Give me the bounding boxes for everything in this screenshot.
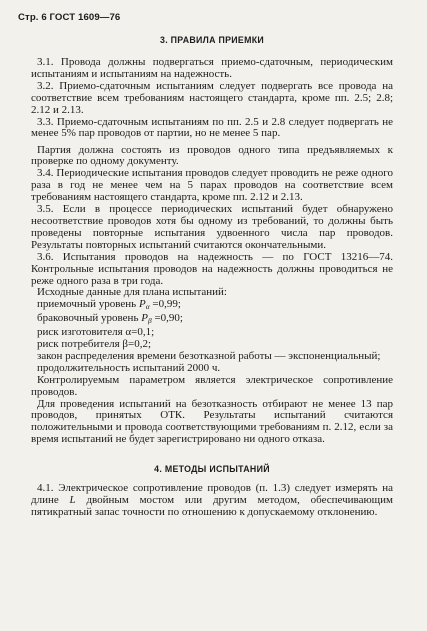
rejection-level-symbol: P (141, 312, 148, 325)
clause-3-5: 3.5. Если в процессе периодических испытаний будет обнаружено несоответствие проводов хотя бы одному из требований, то должны быть проведены повторные испытания удвоенного числа пар проводов. Результаты повторных испытаний считаются окончательными. (31, 203, 393, 251)
rejection-level-label: браковочный уровень (37, 312, 142, 325)
clause-3-4: 3.4. Периодические испытания проводов следует проводить не реже одного раза в год не менее чем на 5 парах проводов на соответствие всем требованиям настоящего стандарта, кроме пп. 2.12 и 2.13. (31, 167, 393, 204)
clause-3-6: 3.6. Испытания проводов на надежность — по ГОСТ 13216—74. Контрольные испытания проводов на надежность должны проводиться не реже одного раза в три года. (31, 250, 393, 287)
consumer-risk: риск потребителя β=0,2; (37, 338, 152, 351)
reliability-sampling: Для проведения испытаний на безотказность отбирают не менее 13 пар проводов, принятых ОТК. Результаты испытаний считаются положительными и провода соответствующими требованиям п. 2.12, если за время испытаний не будет зарегистрировано ни одного отказа. (31, 397, 393, 446)
test-duration: продолжительность испытаний 2000 ч. (37, 361, 221, 374)
clause-3-1: 3.1. Провода должны подвергаться приемо-сдаточным, периодическим испытаниям и испытаниям на надежность. (31, 56, 393, 80)
clause-party: Партия должна состоять из проводов одного типа предъявляемых к проверке по одному документу. (31, 143, 393, 168)
clause-4-1 (31, 483, 393, 519)
rejection-level-value: =0,90; (151, 312, 183, 325)
section-title-test-methods: 4. МЕТОДЫ ИСПЫТАНИЙ (154, 464, 270, 475)
acceptance-level-label: приемочный уровень (37, 298, 139, 311)
clause-3-3: 3.3. Приемо-сдаточным испытаниям по пп. 2.5 и 2.8 следует подвергать не менее 5% пар проводов от партии, но не менее 5 пар. (31, 115, 393, 140)
acceptance-level-symbol: P (138, 298, 146, 311)
acceptance-level-subscript: α (145, 302, 150, 312)
distribution-law: закон распределения времени безотказной работы — экспоненциальный; (37, 349, 381, 362)
running-head: Стр. 6 ГОСТ 1609—76 (18, 12, 121, 23)
clause-4-1-part-a: 4.1. Электрическое сопротивление проводов (п. 1.3) следует измерять на длине (31, 482, 393, 507)
acceptance-level-value: =0,99; (149, 298, 181, 311)
acceptance-level (31, 299, 393, 313)
section-title-acceptance: 3. ПРАВИЛА ПРИЕМКИ (160, 35, 264, 45)
source-data-heading: Исходные данные для плана испытаний: (37, 286, 227, 299)
clause-3-2: 3.2. Приемо-сдаточным испытаниям следует подвергать все провода на соответствие всем требованиям настоящего стандарта, кроме пп. 2.5; 2.8; 2.12 и 2.13. (31, 79, 393, 116)
controlled-parameter: Контролируемым параметром является электрическое сопротивление проводов. (31, 373, 393, 398)
rejection-level (31, 313, 393, 327)
producer-risk: риск изготовителя α=0,1; (37, 326, 155, 339)
rejection-level-subscript: β (147, 316, 152, 326)
clause-4-1-part-b: двойным мостом или другим методом, обеспечивающим пятикратный запас точности по отношению к допускаемому отклонению. (31, 494, 393, 518)
length-symbol: L (69, 494, 76, 507)
